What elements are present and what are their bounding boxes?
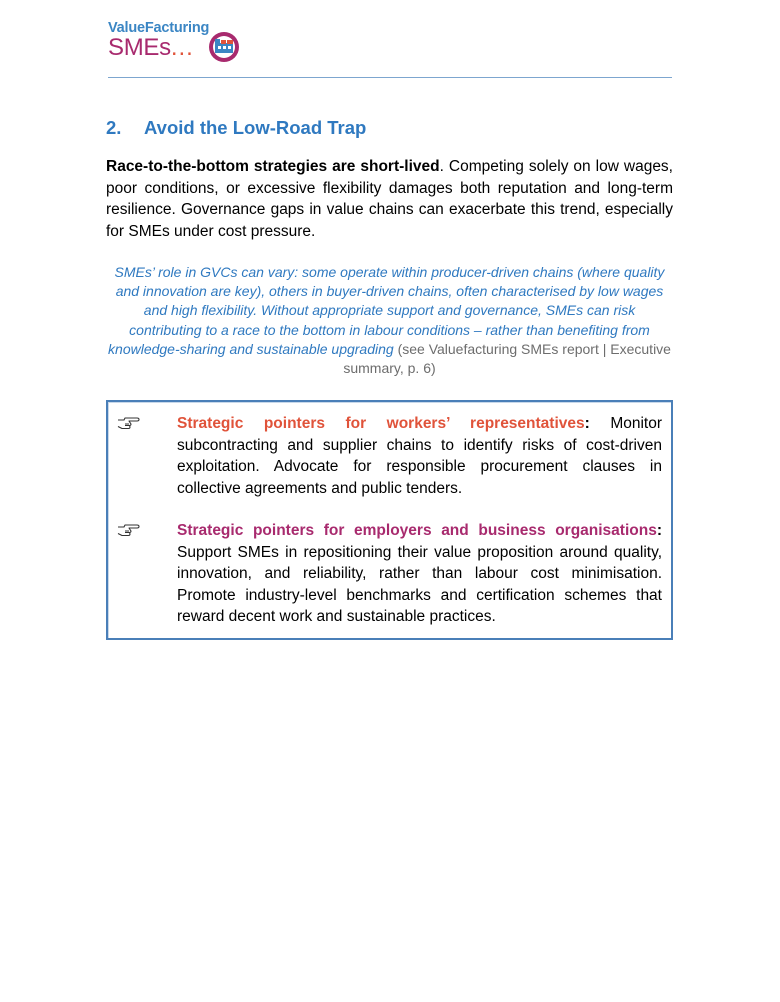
- pointer-workers-lead: Strategic pointers for workers’ representatives: [177, 415, 585, 432]
- logo-wordmark-bottom: SMEs...: [108, 34, 194, 61]
- body-paragraph: [106, 156, 673, 242]
- valuefacturing-logo: [108, 20, 248, 64]
- paragraph-bold-lead: Race-to-the-bottom strategies are short-lived: [106, 158, 440, 175]
- pointer-employers-lead: Strategic pointers for employers and business organisations: [177, 522, 657, 539]
- section-heading: [106, 117, 366, 139]
- logo-wordmark-top: ValueFacturing: [108, 20, 210, 36]
- factory-logo-icon: [202, 27, 242, 63]
- pointer-workers-text: Strategic pointers for workers’ representatives: Monitor subcontracting and supplier chains to identify risks of cost-driven exploitation. Advocate for responsible procurement clauses in collective agreements and public tenders.: [177, 415, 662, 497]
- pointer-employers-text: Strategic pointers for employers and business organisations: Support SMEs in repositioning their value proposition around quality, innovation, and reliability, rather than labour cost minimisation. Promote industry-level benchmarks and certification schemes that reward decent work and sustainable practices.: [177, 522, 662, 625]
- report-quote: [106, 263, 673, 378]
- strategic-pointers-box: [106, 400, 673, 640]
- logo-dots: ...: [170, 34, 194, 61]
- pointer-employers-body: Support SMEs in repositioning their value proposition around quality, innovation, and reliability, rather than labour cost minimisation. Promote industry-level benchmarks and certification schemes that reward decent work and sustainable practices.: [177, 543, 662, 625]
- paragraph-text: . Competing solely on low wages, poor conditions, or excessive flexibility damages both reputation and long-term resilience. Governance gaps in value chains can exacerbate this trend, especially for SMEs under cost pressure.: [106, 158, 673, 240]
- section-title: Avoid the Low-Road Trap: [144, 117, 367, 138]
- quote-reference: (see Valuefacturing SMEs report | Executive summary, p. 6): [343, 340, 671, 377]
- header-divider: [108, 77, 672, 78]
- pointing-hand-icon: [116, 415, 140, 431]
- pointing-hand-icon: [116, 522, 140, 538]
- pointer-workers-body: Monitor subcontracting and supplier chains to identify risks of cost-driven exploitation. Advocate for responsible procurement clauses in collective agreements and public tenders.: [177, 415, 662, 497]
- quote-text: SMEs’ role in GVCs can vary: some operate within producer-driven chains (where quality and innovation are key), others in buyer-driven chains, often characterised by low wages and high flexibility. Without appropriate support and governance, SMEs can risk contributing to a race to the bottom in labour conditions – rather than benefiting from knowledge-sharing and sustainable upgrading: [108, 264, 665, 357]
- section-number: 2.: [106, 117, 122, 138]
